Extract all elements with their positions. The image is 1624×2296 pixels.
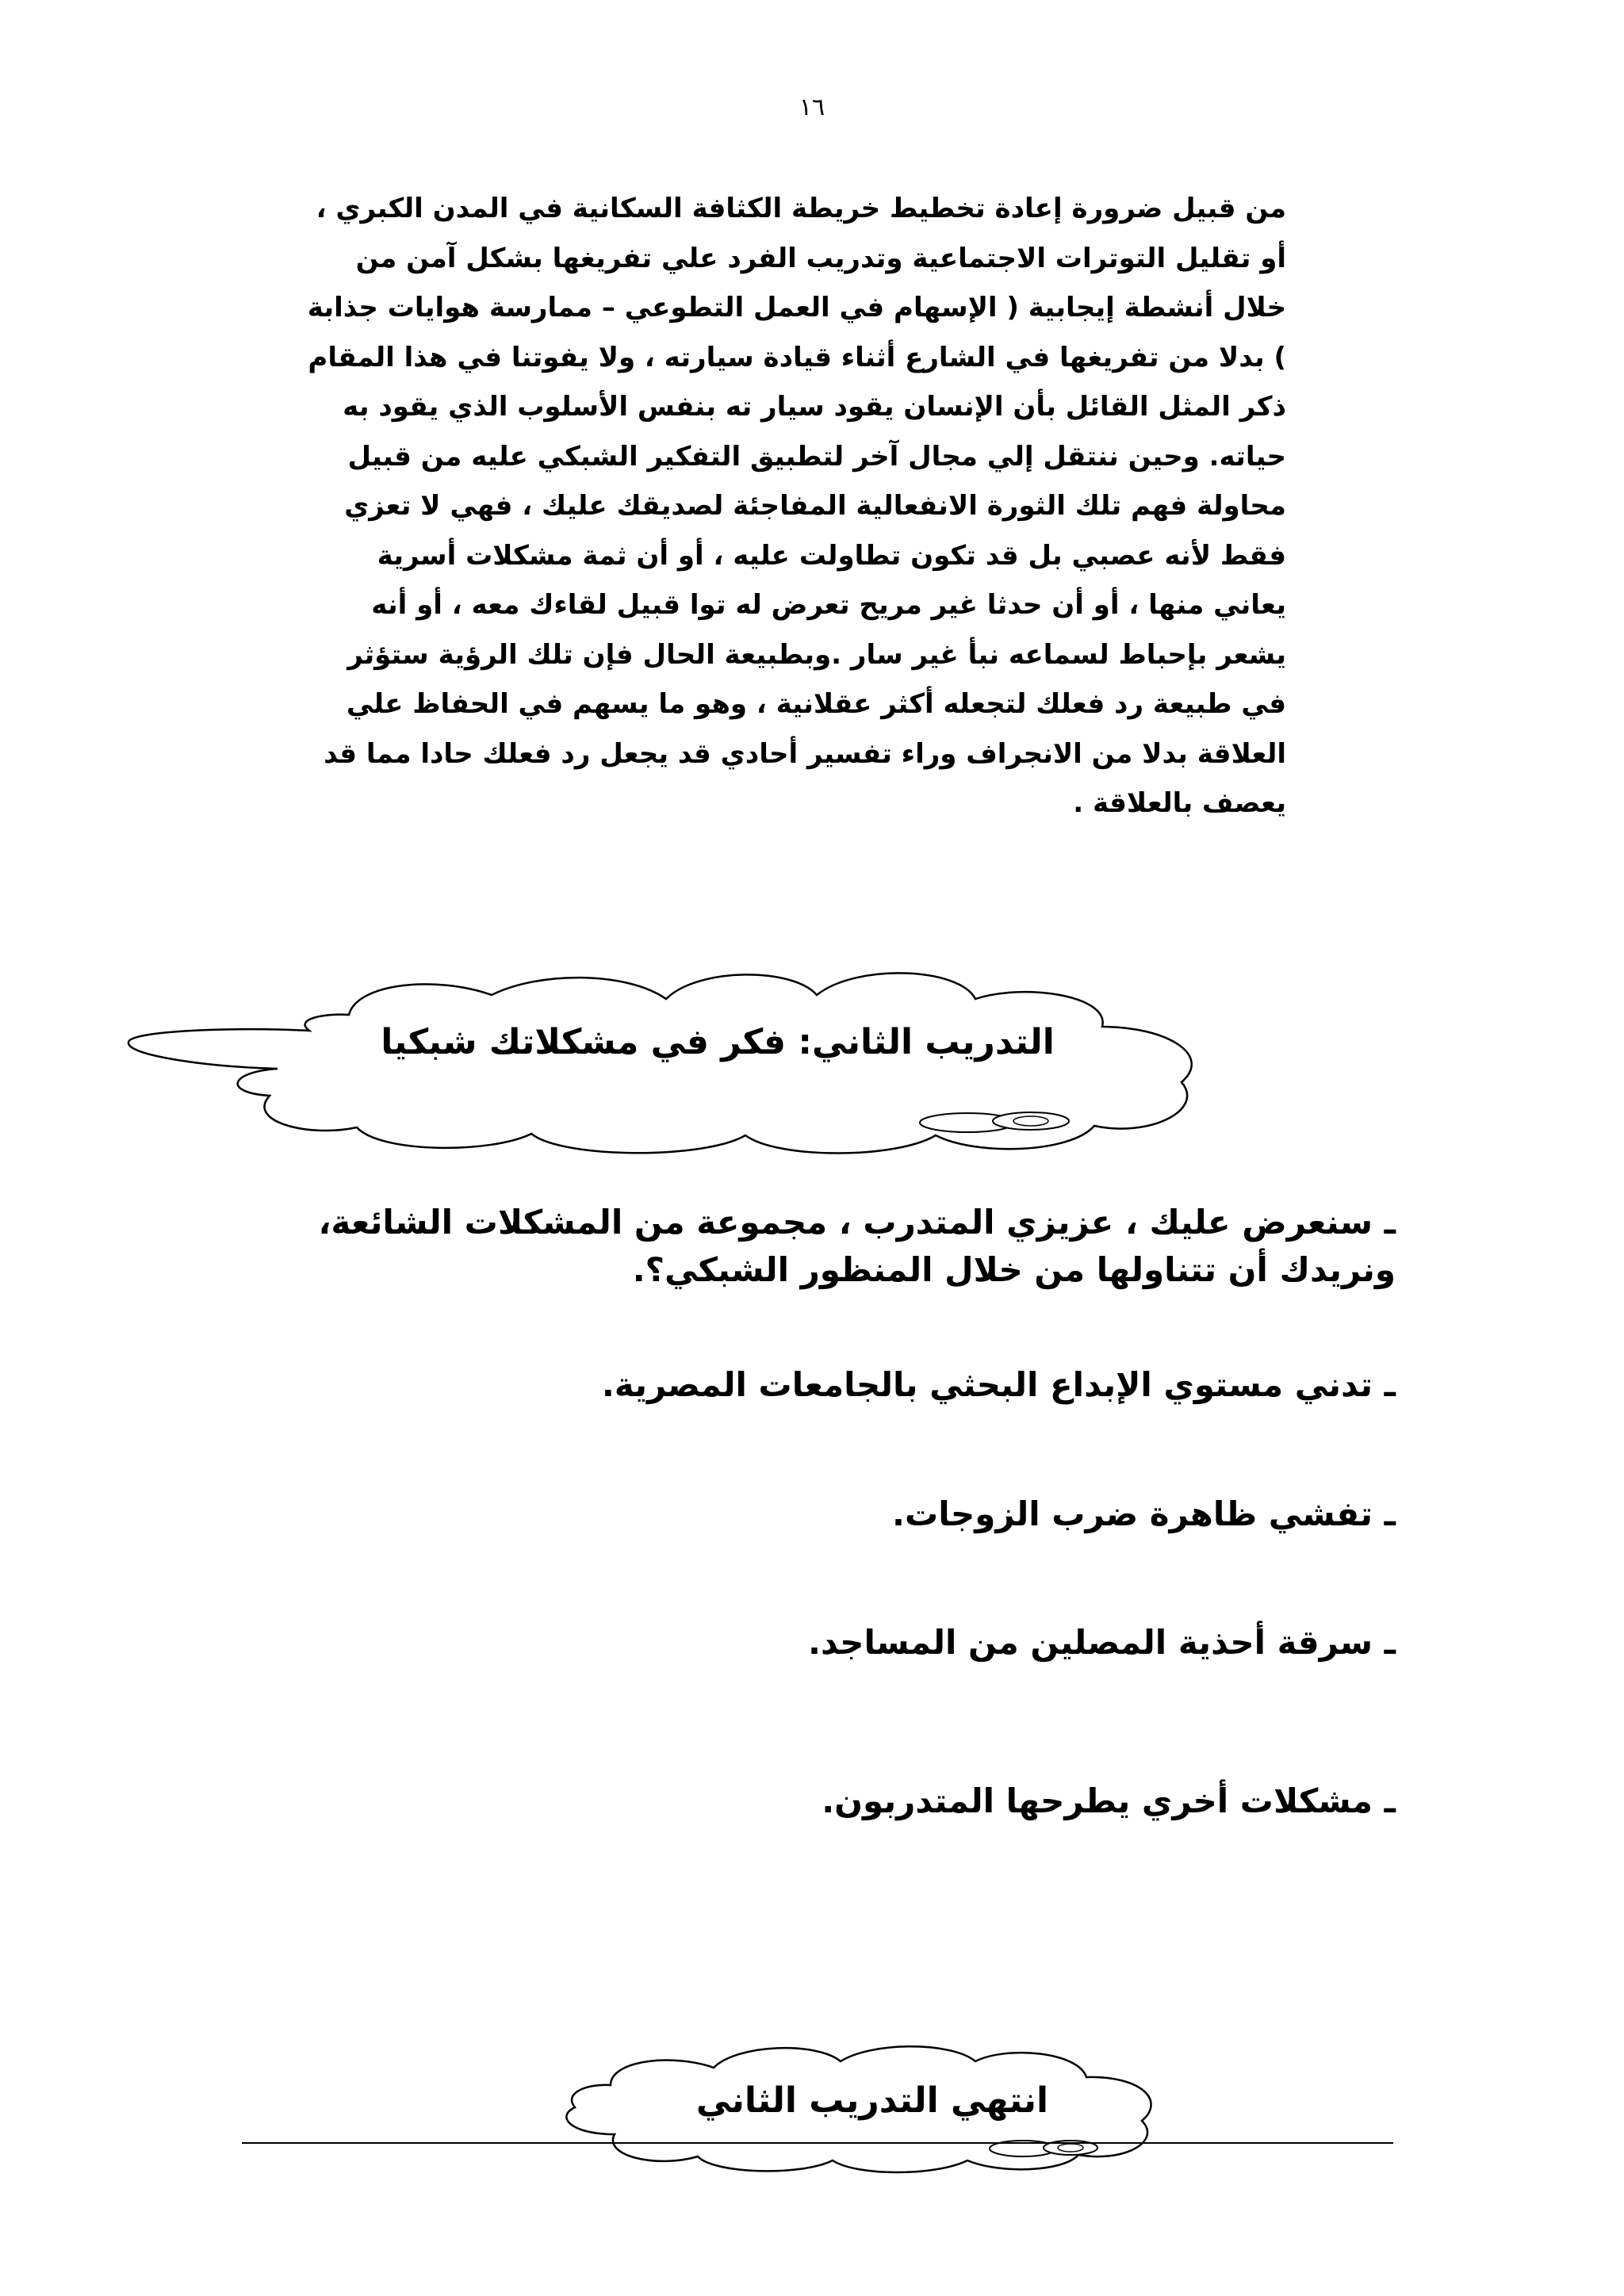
end-title: انتهي التدريب الثاني (695, 2080, 1049, 2121)
problem-item: ـ مشكلات أخري يطرحها المتدربون. (822, 1781, 1396, 1820)
problem-intro-line: ونريدك أن تتناولها من خلال المنظور الشبكي؟. (632, 1250, 1396, 1289)
paragraph-line: أو تقليل التوترات الاجتماعية وتدريب الفرد علي تفريغها بشكل آمن من (355, 242, 1286, 274)
paragraph-line: يشعر بإحباط لسماعه نبأ غير سار .وبطبيعة الحال فإن تلك الرؤية ستؤثر (347, 638, 1286, 671)
paragraph-line: يعاني منها ، أو أن حدثا غير مريح تعرض له توا قبيل لقاءك معه ، أو أنه (371, 589, 1286, 621)
bottom-rule (242, 2142, 1393, 2144)
problem-list (262, 1197, 1396, 1831)
paragraph-line: من قبيل ضرورة إعادة تخطيط خريطة الكثافة السكانية في المدن الكبري ، (316, 193, 1286, 224)
end-cloud (555, 2038, 1174, 2180)
problem-item: ـ تفشي ظاهرة ضرب الزوجات. (892, 1494, 1396, 1533)
section-title: التدريب الثاني: فكر في مشكلاتك شبكيا (381, 1022, 1055, 1062)
body-paragraph (246, 184, 1286, 828)
paragraph-line: فقط لأنه عصبي بل قد تكون تطاولت عليه ، أو أن ثمة مشكلات أسرية (377, 539, 1286, 572)
paragraph-line: ) بدلا من تفريغها في الشارع أثناء قيادة سيارته ، ولا يفوتنا في هذا المقام (308, 341, 1286, 373)
heading-cloud (119, 951, 1253, 1158)
problem-intro-line: ـ سنعرض عليك ، عزيزي المتدرب ، مجموعة من المشكلات الشائعة، (318, 1203, 1396, 1242)
paragraph-line: حياته. وحين ننتقل إلي مجال آخر لتطبيق التفكير الشبكي عليه من قبيل (347, 440, 1286, 473)
paragraph-line: خلال أنشطة إيجابية ( الإسهام في العمل التطوعي – ممارسة هوايات جذابة (307, 292, 1286, 323)
paragraph-line: في طبيعة رد فعلك لتجعله أكثر عقلانية ، وهو ما يسهم في الحفاظ علي (346, 688, 1286, 720)
paragraph-line: العلاقة بدلا من الانجراف وراء تفسير أحادي قد يجعل رد فعلك حادا مما قد (324, 737, 1286, 770)
paragraph-line: محاولة فهم تلك الثورة الانفعالية المفاجئة لصديقك عليك ، فهي لا تعزي (344, 490, 1286, 522)
paragraph-line: يعصف بالعلاقة . (1073, 787, 1286, 819)
problem-item: ـ تدني مستوي الإبداع البحثي بالجامعات المصرية. (601, 1365, 1396, 1404)
paragraph-line: ذكر المثل القائل بأن الإنسان يقود سيار ته بنفس الأسلوب الذي يقود به (343, 391, 1286, 423)
page-number: ١٦ (799, 94, 825, 121)
problem-item: ـ سرقة أحذية المصلين من المساجد. (808, 1623, 1396, 1662)
